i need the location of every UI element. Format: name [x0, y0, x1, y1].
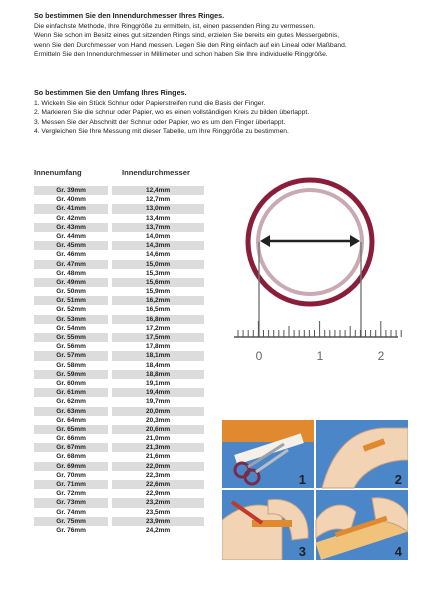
intro-heading: So bestimmen Sie den Innendurchmesser Ihres Ringes. [34, 11, 225, 20]
cell-circumference: Gr. 64mm [34, 416, 112, 425]
cell-diameter: 14,3mm [112, 241, 204, 250]
cell-diameter: 12,7mm [146, 196, 171, 204]
table-row [34, 305, 204, 314]
size-table [34, 186, 204, 535]
table-row [34, 324, 204, 333]
table-row [34, 214, 204, 223]
intro-line: Ermitteln Sie den Innendurchmesser in Millimeter und schon haben Sie Ihre individuelle Ringgröße. [34, 50, 328, 58]
table-row [34, 370, 204, 379]
cell-diameter: 21,3mm [112, 443, 204, 452]
cell-circumference: Gr. 70mm [34, 471, 112, 480]
howto-section [34, 88, 410, 136]
cell-circumference: Gr. 74mm [34, 508, 112, 517]
cell-circumference: Gr. 41mm [34, 204, 112, 213]
cell-circumference: Gr. 75mm [34, 517, 112, 526]
intro-section [34, 11, 410, 59]
howto-step: 4. Vergleichen Sie Ihre Messung mit dieser Tabelle, um Ihre Ringgröße zu bestimmen. [34, 127, 289, 135]
ruler-ticks [238, 321, 401, 337]
table-row [34, 462, 204, 471]
intro-line: Wenn Sie schon im Besitz eines gut sitzenden Rings sind, erzielen Sie bereits ein gutes Messergebnis, [34, 32, 340, 40]
cell-circumference: Gr. 56mm [34, 342, 112, 351]
step-number-4: 4 [394, 544, 402, 559]
cell-circumference: Gr. 73mm [34, 498, 112, 507]
cell-circumference: Gr. 66mm [34, 434, 112, 443]
table-row [34, 407, 204, 416]
cell-circumference: Gr. 65mm [34, 425, 112, 434]
cell-circumference: Gr. 54mm [34, 324, 112, 333]
ring-measurement-diagram [226, 172, 406, 372]
table-row [34, 526, 204, 535]
cell-circumference: Gr. 44mm [34, 232, 112, 241]
cell-circumference: Gr. 51mm [34, 296, 112, 305]
cell-circumference: Gr. 76mm [34, 526, 112, 535]
cell-circumference: Gr. 47mm [34, 260, 112, 269]
step-number-1: 1 [298, 472, 306, 487]
cell-diameter: 19,1mm [146, 379, 171, 387]
cell-circumference: Gr. 69mm [34, 462, 112, 471]
ruler-label-0: 0 [255, 349, 263, 363]
step-panel-2 [316, 420, 408, 488]
step-panel-3 [222, 490, 314, 560]
cell-diameter: 13,0mm [112, 204, 204, 213]
cell-diameter: 17,2mm [146, 324, 171, 332]
column-header-circumference: Innenumfang [34, 168, 82, 177]
cell-diameter: 15,6mm [112, 278, 204, 287]
cell-diameter: 12,4mm [112, 186, 204, 195]
cell-circumference: Gr. 46mm [34, 250, 112, 259]
table-row [34, 241, 204, 250]
table-row [34, 416, 204, 425]
cell-diameter: 22,9mm [146, 490, 171, 498]
cell-circumference: Gr. 61mm [34, 388, 112, 397]
cell-diameter: 22,6mm [112, 480, 204, 489]
table-row [34, 434, 204, 443]
cell-diameter: 14,0mm [146, 232, 171, 240]
cell-circumference: Gr. 52mm [34, 305, 112, 314]
cell-circumference: Gr. 72mm [34, 489, 112, 498]
cell-circumference: Gr. 42mm [34, 214, 112, 223]
table-row [34, 269, 204, 278]
cell-diameter: 17,8mm [146, 343, 171, 351]
ruler-label-1: 1 [316, 349, 324, 363]
cell-diameter: 22,3mm [146, 471, 171, 479]
size-table-header [34, 168, 204, 180]
cell-circumference: Gr. 59mm [34, 370, 112, 379]
step-panel-1 [222, 420, 314, 488]
intro-line: wenn Sie den Durchmesser von Hand messen. Legen Sie den Ring einfach auf ein Lineal oder Maßband. [34, 41, 347, 49]
howto-step: 3. Messen Sie der Abschnitt der Schnur oder Papier, wo es um den Finger überlappt. [34, 118, 286, 126]
arrow-head-left [260, 235, 270, 247]
cell-circumference: Gr. 53mm [34, 315, 112, 324]
howto-heading: So bestimmen Sie den Umfang Ihres Ringes. [34, 88, 187, 97]
cell-diameter: 16,8mm [112, 315, 204, 324]
table-row [34, 489, 204, 498]
step-panel-4 [315, 490, 408, 560]
cell-circumference: Gr. 45mm [34, 241, 112, 250]
cell-diameter: 21,0mm [146, 435, 171, 443]
cell-circumference: Gr. 71mm [34, 480, 112, 489]
table-row [34, 397, 204, 406]
cell-diameter: 15,3mm [146, 269, 171, 277]
table-row [34, 508, 204, 517]
table-row [34, 388, 204, 397]
cell-circumference: Gr. 57mm [34, 351, 112, 360]
table-row [34, 351, 204, 360]
table-row [34, 333, 204, 342]
cell-diameter: 23,5mm [146, 508, 171, 516]
cell-diameter: 13,4mm [146, 214, 171, 222]
table-row [34, 186, 204, 195]
intro-line: Die einfachste Methode, Ihre Ringgröße zu ermitteln, ist, einen passenden Ring zu vermessen. [34, 23, 316, 30]
table-row [34, 315, 204, 324]
table-row [34, 342, 204, 351]
cell-diameter: 24,2mm [146, 526, 171, 534]
cell-circumference: Gr. 50mm [34, 287, 112, 296]
cell-diameter: 15,0mm [112, 260, 204, 269]
cell-circumference: Gr. 48mm [34, 269, 112, 278]
cell-diameter: 20,0mm [112, 407, 204, 416]
cell-diameter: 16,5mm [146, 306, 171, 314]
cell-diameter: 20,3mm [146, 416, 171, 424]
table-row [34, 498, 204, 507]
table-row [34, 452, 204, 461]
cell-diameter: 22,0mm [112, 462, 204, 471]
cell-circumference: Gr. 68mm [34, 452, 112, 461]
cell-circumference: Gr. 58mm [34, 361, 112, 370]
howto-step: 2. Markieren Sie die schnur oder Papier, wo es einen vollständigen Kreis zu bilden überlappt. [34, 109, 310, 117]
table-row [34, 204, 204, 213]
table-row [34, 480, 204, 489]
cell-diameter: 23,2mm [112, 498, 204, 507]
cell-diameter: 20,6mm [112, 425, 204, 434]
table-row [34, 517, 204, 526]
ruler-label-2: 2 [377, 349, 385, 363]
table-row [34, 260, 204, 269]
cell-circumference: Gr. 55mm [34, 333, 112, 342]
step-number-3: 3 [298, 544, 306, 559]
cell-diameter: 17,5mm [112, 333, 204, 342]
cell-diameter: 19,4mm [112, 388, 204, 397]
table-row [34, 250, 204, 259]
cell-diameter: 21,6mm [146, 453, 171, 461]
cell-circumference: Gr. 49mm [34, 278, 112, 287]
arrow-head-right [350, 235, 360, 247]
measurement-steps-illustration [222, 420, 408, 560]
table-row [34, 195, 204, 204]
cell-diameter: 13,7mm [112, 223, 204, 232]
cell-diameter: 18,4mm [146, 361, 171, 369]
cell-diameter: 23,9mm [112, 517, 204, 526]
table-row [34, 223, 204, 232]
cell-circumference: Gr. 60mm [34, 379, 112, 388]
cell-diameter: 18,8mm [112, 370, 204, 379]
table-row [34, 296, 204, 305]
howto-step: 1. Wickeln Sie ein Stück Schnur oder Papierstreifen rund die Basis der Finger. [34, 100, 266, 107]
cell-circumference: Gr. 39mm [34, 186, 112, 195]
table-row [34, 425, 204, 434]
cell-diameter: 16,2mm [112, 296, 204, 305]
cell-circumference: Gr. 63mm [34, 407, 112, 416]
cell-circumference: Gr. 67mm [34, 443, 112, 452]
table-row [34, 471, 204, 480]
table-row [34, 361, 204, 370]
table-row [34, 443, 204, 452]
cell-circumference: Gr. 43mm [34, 223, 112, 232]
cell-diameter: 19,7mm [146, 398, 171, 406]
table-row [34, 278, 204, 287]
table-row [34, 379, 204, 388]
cell-circumference: Gr. 62mm [34, 397, 112, 406]
cell-diameter: 15,9mm [146, 288, 171, 296]
cell-diameter: 14,6mm [146, 251, 171, 259]
step-number-2: 2 [394, 472, 402, 487]
table-row [34, 232, 204, 241]
cell-diameter: 18,1mm [112, 351, 204, 360]
table-row [34, 287, 204, 296]
column-header-diameter: Innendurchmesser [122, 168, 190, 177]
cell-circumference: Gr. 40mm [34, 195, 112, 204]
